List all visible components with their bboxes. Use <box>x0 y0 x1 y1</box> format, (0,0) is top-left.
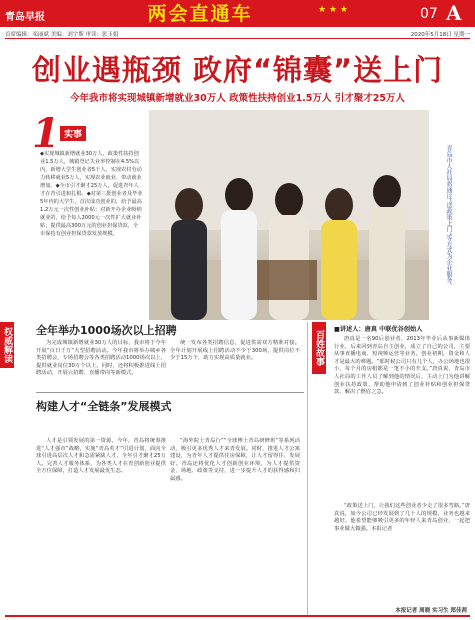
photo-caption: 青岛市人社局将通过“送政策上门”等方式为企业服务。 <box>445 145 452 290</box>
authority-badge: 权威解读 <box>0 322 14 368</box>
newspaper-logo: 青岛早报 <box>5 12 45 23</box>
article-column: “海外院士青岛行”“全球博士青岛研修班”等系列活动，吸引更多优秀人才来青发展。同时，推进人才公寓建设，为青年人才提供住房保障，让人才留得住、发展好。青岛还将优化人才创新创业环境，为人才提供资金、场地、政策等支持，进一步提升人才的获得感和归属感。 <box>170 438 300 482</box>
fact-number: 1 <box>32 110 60 157</box>
article-column: 统一发布各类招聘信息，促进供需双方精准对接。全年计划开展线上招聘活动不少于300场，提供岗位不少于15万个，助力实现高质量就业。 <box>170 340 300 362</box>
news-photo <box>149 110 429 320</box>
article-column: 为完成城镇新增就业30万人的目标，我市将于今年开展“百日千万”大型招聘活动。今年我市将举办城乡各类招聘会，专场招聘会等各类招聘活动1000场次以上，提供就业岗位30万个以上。同时，还将积极推进线上招聘活动，开展云招聘、直播带岗等新模式。 <box>36 340 167 377</box>
story-narrator: ■讲述人：唐真 中联优谷创始人 <box>334 326 423 333</box>
story-column: 唐真是一名90后创业者，2013年毕业后从事新媒体行业，后来回到青岛自主创业，成立了自己的公司，主要从事直播电商、短视频运营等业务。创业初期，资金和人才是最大的难题。“那时候公司只有几个人，办公场地也很小，每个月的房租都是一笔不小的开支。”唐真说，青岛市人社局的工作人员了解到他的情况后，主动上门为他讲解创业扶持政策，帮助他申请到了创业补贴和创业担保贷款，解决了燃眉之急。 <box>334 336 470 396</box>
section-banner: 两会直通车 <box>147 3 253 25</box>
section-divider <box>36 392 304 393</box>
story-column: “政策送上门，让我们这些创业者少走了很多弯路。”唐真说，如今公司已经发展到了几十人的规模，业务也越来越好。他希望能够吸引更多的年轻人来青岛创业，一起把事业做大做强。本报记者 <box>334 503 470 532</box>
reporter-credit: 本报记者 周晓 实习生 郑佳茜 <box>395 608 467 614</box>
page-headline: 创业遇瓶颈 政府“锦囊”送上门 <box>31 53 444 87</box>
star-decoration-icon: ★ ★ ★ <box>318 5 348 15</box>
fact-box-text: ◆实现城镇新增就业30万人，政策性扶持创业1.5万人，城镇登记失业率控制在4.5%以内，新增大学生创业者5千人，实现农村劳动力转移就业5万人，实现农业就业、带动就业增加。◆全市引才聚才25万人，促进青年人才在青引进和扎根。◆对第三批创业者及毕业5年内的大学生，首次成功创业的，给予最高1.2万元一次性创业补贴；对新开办企业吸纳就业的，给予每人2000元一次性扩大就业补贴；提供最高300万元的创业担保贷款，全市保持有创业担保贷款发放规模。 <box>40 151 143 237</box>
page-letter: A <box>446 1 462 25</box>
article-column: 人才是引领发展的第一资源。今年，青岛将统筹推进“人才强市”战略，实施“青岛英才”引进计划，面向全球引进高层次人才和急需紧缺人才，全年引才聚才25万人。完善人才服务体系，为各类人才在青创新创业提供全方位保障，打造人才发展最优生态。 <box>36 438 166 475</box>
staff-credits: 首席编辑：栾丽斌 美编：刘宇斯 审读：张玉娟 <box>5 32 119 38</box>
section-title-recruitment: 全年举办1000场次以上招聘 <box>36 324 177 337</box>
header-divider <box>5 38 470 39</box>
section-title-talent: 构建人才“全链条”发展模式 <box>36 400 172 413</box>
story-badge: 百姓故事 <box>312 322 326 374</box>
column-divider <box>307 322 308 616</box>
people-photo-illustration <box>149 110 429 320</box>
page-subheadline: 今年我市将实现城镇新增就业30万人 政策性扶持创业1.5万人 引才聚才25万人 <box>70 93 405 104</box>
issue-date: 2020年5月18日 星期一 <box>410 32 470 38</box>
footer-rule <box>5 615 470 617</box>
fact-label: 实事 <box>60 126 86 141</box>
page-number: 07 <box>420 6 438 22</box>
